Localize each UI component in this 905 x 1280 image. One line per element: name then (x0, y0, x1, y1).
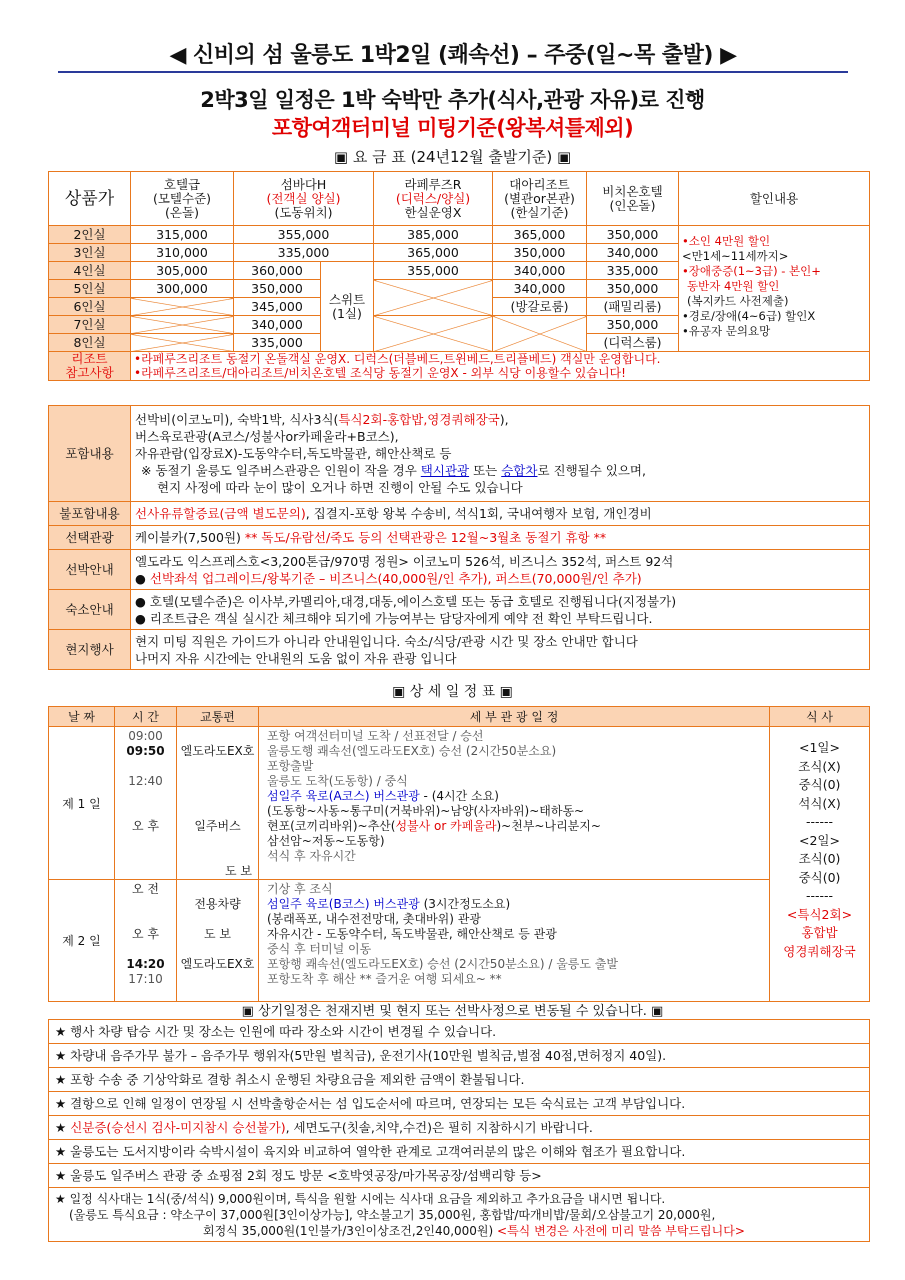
price-cell: 385,000 (374, 226, 493, 244)
option-content: 케이블카(7,500원) ** 독도/유람선/죽도 등의 선택관광은 12월~3월초 동절기 휴항 ** (131, 526, 870, 550)
price-cell: 355,000 (234, 226, 374, 244)
day1-times: 09:00 09:50 12:40 오 후 (115, 727, 177, 880)
resort-notes: •라페루즈리조트 동절기 온돌객실 운영X. 디럭스(더블베드,트윈베드,트리플베드) 객실만 운영합니다. •라페루즈리조트/대아리조트/비치온호텔 조식당 동절기 운영X - 외부 식당 이용할수 있습니다! (131, 352, 870, 381)
note-item: ★ 신분증(승선시 검사-미지참시 승선불가), 세면도구(칫솔,치약,수건)은 필히 지참하시기 바랍니다. (49, 1116, 870, 1140)
exclude-content: 선사유류할증료(금액 별도문의), 집결지-포항 왕복 수송비, 석식1회, 국내여행자 보험, 개인경비 (131, 502, 870, 526)
price-cell: 350,000 (587, 316, 679, 334)
price-cell: 340,000 (493, 280, 587, 298)
price-table (48, 171, 870, 381)
day2-label: 제 2 일 (49, 880, 115, 1002)
hotel-header-5: 비치온호텔 (인온돌) (587, 172, 679, 226)
day1-itinerary: 포항 여객선터미널 도착 / 선표전달 / 승선 울릉도행 쾌속선(엘도라도EX호) 승선 (2시간50분소요) 포항출발 울릉도 도착(도동항) / 중식 섬일주 육로(A코스) 버스관광 - (4시간 소요) (도동항~사동~통구미(거북바위)~남양(사자바위)~태하동~ 현포(코끼리바위)~추산(성불사 or 카페울라)~천부~나리분지~ 삼선암~저동~도동항) 석식 후 자유시간 (259, 727, 770, 880)
unavailable-cell (131, 316, 234, 334)
price-cell: (패밀리룸) (587, 298, 679, 316)
resort-note-label: 리조트 참고사항 (49, 352, 131, 381)
schedule-header: 세 부 관 광 일 정 (259, 707, 770, 727)
schedule-table (48, 706, 870, 1002)
unavailable-cell (131, 298, 234, 316)
price-cell: (방갈로룸) (493, 298, 587, 316)
room-label: 8인실 (49, 334, 131, 352)
page-title: ◀ 신비의 섬 울릉도 1박2일 (쾌속선) – 주중(일~목 출발) ▶ (58, 38, 848, 73)
discount-header: 할인내용 (679, 172, 870, 226)
exclude-label: 불포함내용 (49, 502, 131, 526)
room-label: 3인실 (49, 244, 131, 262)
note-item: ★ 행사 차량 탑승 시간 및 장소는 인원에 따라 장소와 시간이 변경될 수 있습니다. (49, 1020, 870, 1044)
price-cell: 350,000 (493, 244, 587, 262)
day2-itinerary: 기상 후 조식 섬일주 육로(B코스) 버스관광 (3시간정도소요) (봉래폭포, 내수전전망대, 촛대바위) 관광 자유시간 - 도동약수터, 독도박물관, 해안산책로 등 관광 중식 후 터미널 이동 포항행 쾌속선(엘도라도EX호) 승선 (2시간50분소요) / 울릉도 출발 포항도착 후 해산 ** 즐거운 여행 되세요~ ** (259, 880, 770, 1002)
price-cell: 365,000 (493, 226, 587, 244)
room-label: 6인실 (49, 298, 131, 316)
price-cell: 340,000 (234, 316, 321, 334)
meals-column: <1일> 조식(X) 중식(0) 석식(X) ------ <2일> 조식(0) 중식(0) ------ <특식2회> 홍합밥 영경쿼해장국 (770, 727, 870, 1002)
note-item: ★ 울릉도는 도서지방이라 숙박시설이 육지와 비교하여 열악한 관계로 고객여러분의 많은 이해와 협조가 필요합니다. (49, 1140, 870, 1164)
note-item: ★ 포항 수송 중 기상악화로 결항 취소시 운행된 차량요금을 제외한 금액이 환불됩니다. (49, 1068, 870, 1092)
price-cell: 355,000 (374, 262, 493, 280)
price-heading: ▣ 요 금 표 (24년12월 출발기준) ▣ (333, 148, 572, 166)
hotel-header-1: 호텔급 (모텔수준) (온돌) (131, 172, 234, 226)
schedule-header: 날 짜 (49, 707, 115, 727)
day2-times: 오 전 오 후 14:20 17:10 (115, 880, 177, 1002)
price-cell: 350,000 (587, 226, 679, 244)
price-cell: 335,000 (234, 244, 374, 262)
schedule-change-note: ▣ 상기일정은 천재지변 및 현지 또는 선박사정으로 변동될 수 있습니다. ▣ (241, 1004, 664, 1019)
info-table (48, 405, 870, 670)
option-label: 선택관광 (49, 526, 131, 550)
day2-transport: 전용차량 도 보 엘도라도EX호 (177, 880, 259, 1002)
price-cell: 365,000 (374, 244, 493, 262)
room-label: 4인실 (49, 262, 131, 280)
hotel-header-4: 대아리조트 (별관or본관) (한실기준) (493, 172, 587, 226)
day1-transport: 엘도라도EX호 일주버스 도 보 (177, 727, 259, 880)
local-content: 현지 미팅 직원은 가이드가 아니라 안내원입니다. 숙소/식당/관광 시간 및 장소 안내만 합니다 나머지 자유 시간에는 안내원의 도움 없이 자유 관광 입니다 (131, 630, 870, 670)
schedule-header: 식 사 (770, 707, 870, 727)
price-cell: 335,000 (234, 334, 321, 352)
price-cell: 345,000 (234, 298, 321, 316)
hotel-header-2: 섬바다H (전객실 양실) (도동위치) (234, 172, 374, 226)
price-cell: 340,000 (587, 244, 679, 262)
unavailable-cell (374, 316, 493, 352)
include-content: 선박비(이코노미), 숙박1박, 식사3식(특식2회-홍합밥,영경쿼해장국), 버스육로관광(A코스/성불사or카페울라+B코스), 자유관람(입장료X)-도동약수터,독도박물관, 해안산책로 등 ※ 동절기 울릉도 일주버스관광은 인원이 작을 경우 택시관광 또는 승합차로 진행될수 있으며, 현지 사정에 따라 눈이 많이 오거나 하면 진행이 안될 수도 있습니다 (131, 406, 870, 502)
price-cell: 335,000 (587, 262, 679, 280)
price-cell: 340,000 (493, 262, 587, 280)
price-cell: 360,000 (234, 262, 321, 280)
ship-content: 엘도라도 익스프레스호<3,200톤급/970명 정원> 이코노미 526석, 비즈니스 352석, 퍼스트 92석 ● 선박좌석 업그레이드/왕복기준 – 비즈니스(40,000원/인 추가), 퍼스트(70,000원/인 추가) (131, 550, 870, 590)
subtitle-itinerary-note: 2박3일 일정은 1박 숙박만 추가(식사,관광 자유)로 진행 (200, 88, 705, 112)
price-cell: 350,000 (234, 280, 321, 298)
unavailable-cell (493, 316, 587, 352)
subtitle-meeting-point: 포항여객터미널 미팅기준(왕복셔틀제외) (271, 116, 634, 140)
note-item: ★ 차량내 음주가무 불가 – 음주가무 행위자(5만원 벌칙금), 운전기사(10만원 벌칙금,벌점 40점,면허정지 40일). (49, 1044, 870, 1068)
price-cell: 315,000 (131, 226, 234, 244)
meal-cost-note: ★ 일정 식사대는 1식(중/석식) 9,000원이며, 특식을 원할 시에는 식사대 요금을 제외하고 추가요금을 내시면 됩니다. (울릉도 특식요금 : 약소구이 37,000원[3인이상가능], 약소불고기 35,000원, 홍합밥/따개비밥/물회/오삼불고기 20,000원, 회정식 35,000원(1인불가/3인이상조건,2인40,000원) <특식 변경은 사전에 미리 말씀 부탁드립니다> (49, 1188, 870, 1242)
hotel-header-3: 라페루즈R (디럭스/양실) 한실운영X (374, 172, 493, 226)
notes-table (48, 1019, 870, 1242)
price-col-label: 상품가 (49, 172, 131, 226)
discount-details: •소인 4만원 할인 <만1세~11세까지> •장애중증(1~3급) - 본인+ 동반자 4만원 할인 (복지카드 사전제출) •경로/장애(4~6급) 할인X •유공자 문의요망 (679, 226, 870, 352)
price-cell: 300,000 (131, 280, 234, 298)
suite-cell: 스위트 (1실) (321, 262, 374, 352)
schedule-header: 교통편 (177, 707, 259, 727)
day1-label: 제 1 일 (49, 727, 115, 880)
note-item: ★ 결항으로 인해 일정이 연장될 시 선박출항순서는 섬 입도순서에 따르며, 연장되는 모든 숙식료는 고객 부담입니다. (49, 1092, 870, 1116)
include-label: 포함내용 (49, 406, 131, 502)
price-cell: 310,000 (131, 244, 234, 262)
note-item: ★ 울릉도 일주버스 관광 중 쇼핑점 2회 정도 방문 <호박엿공장/마가목공장/섬백리향 등> (49, 1164, 870, 1188)
unavailable-cell (131, 334, 234, 352)
local-label: 현지행사 (49, 630, 131, 670)
room-label: 7인실 (49, 316, 131, 334)
stay-label: 숙소안내 (49, 590, 131, 630)
price-cell: 305,000 (131, 262, 234, 280)
room-label: 5인실 (49, 280, 131, 298)
schedule-header: 시 간 (115, 707, 177, 727)
unavailable-cell (374, 280, 493, 316)
schedule-heading: ▣ 상 세 일 정 표 ▣ (392, 684, 513, 700)
price-cell: (디럭스룸) (587, 334, 679, 352)
price-cell: 350,000 (587, 280, 679, 298)
ship-label: 선박안내 (49, 550, 131, 590)
room-label: 2인실 (49, 226, 131, 244)
stay-content: ● 호텔(모텔수준)은 이사부,카멜리아,대경,대동,에이스호텔 또는 동급 호텔로 진행됩니다(지정불가) ● 리조트급은 객실 실시간 체크해야 되기에 가능여부는 담당자에게 예약 전 확인 부탁드립니다. (131, 590, 870, 630)
